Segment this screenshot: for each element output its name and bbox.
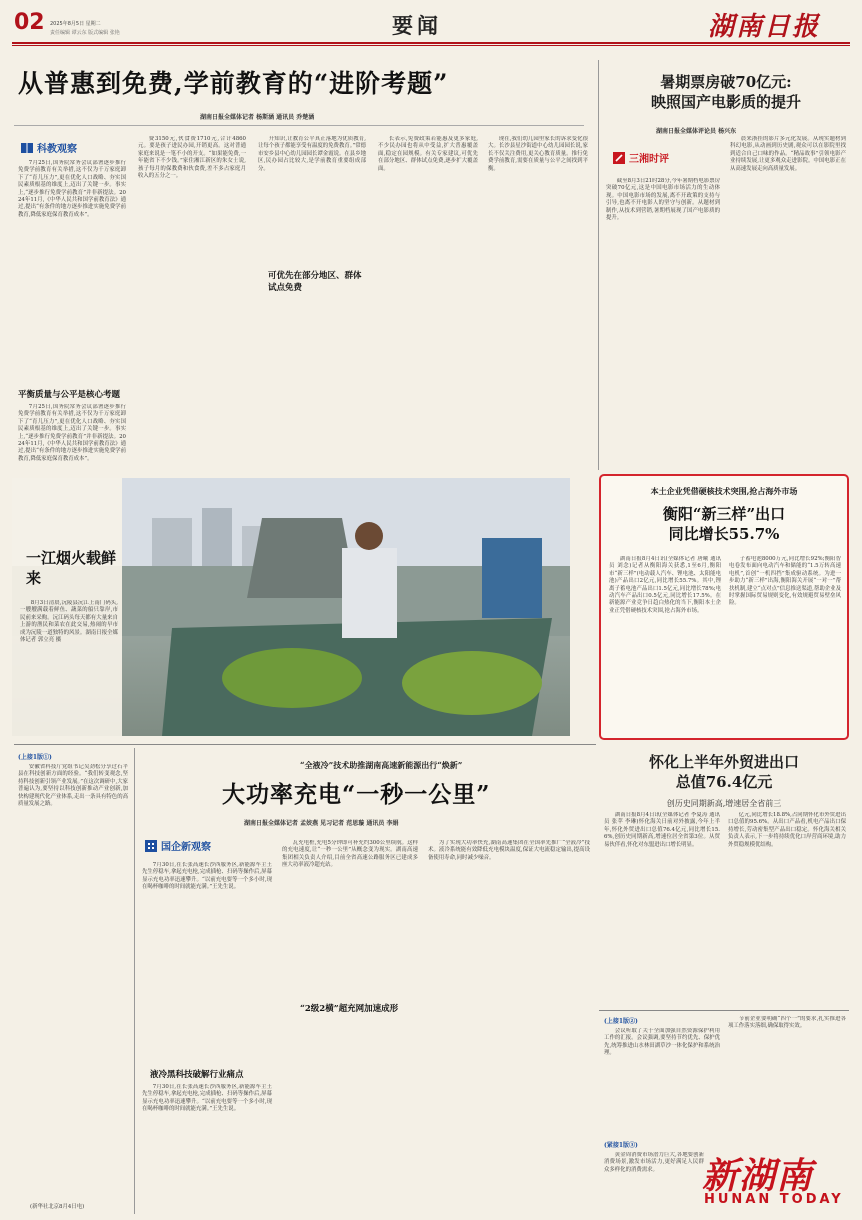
page-number: 02: [14, 10, 45, 35]
article-column-1: 7月25日,国务院常务会议部署逐步推行免费学前教育有关举措,这不仅为千万家庭卸下了“育儿压力”,更在优化人口战略、夯实国民素质根基的维度上,迈出了关键一步。事实上,“逐步推行免费学前教育”并非新提法。2024年11月,《中华人民共和国学前教育法》通过,提出“有条件的地方逐步推进实施免费学前教育,降低家庭保育教育成本”。: [18, 160, 126, 218]
article-column-1b: 7月25日,国务院常务会议部署逐步推行免费学前教育有关举措,这不仅为千万家庭卸下了“育儿压力”,更在优化人口战略、夯实国民素质根基的维度上,迈出了关键一步。事实上,“逐步推行免费学前教育”并非新提法。2024年11月,《中华人民共和国学前教育法》通过,提出“有条件的地方逐步推进实施免费学前教育,降低家庭保育教育成本”。: [18, 404, 126, 462]
article-subheading-2: 可优先在部分地区、群体试点免费: [268, 271, 362, 293]
commentary-title-line-2: 映照国产电影质的提升: [650, 93, 801, 111]
trade-title-line-2: 总值76.4亿元: [675, 773, 773, 791]
section-title: 要闻: [392, 13, 442, 38]
box-column-1: 湖南日报8月4日讯(全媒体记者 唐曦 通讯员 刘念)记者从衡阳海关获悉,1至6月,衡阳市“新三样”(电动载人汽车、锂电池、太阳能电池)产品出口2亿元,同比增长55.7%。其中,锂离子蓄电池产品出口1.5亿元,同比增长78%;电动汽车产品出口0.5亿元,同比增长17.5%。在新能源产业竞争日趋白热化的当下,衡阳本土企业正凭借硬核技术突围,抢占海外市场。: [609, 556, 721, 614]
trade-column-2: 亿元,同比增长18.8%,占同期怀化市外贸进出口总值的95.6%。从出口产品看,机电产品出口保持增长,劳动密集型产品出口稳定。怀化海关相关负责人表示,下一步将持续优化口岸营商环境,助力外贸稳规模优结构。: [728, 812, 846, 848]
continued-column-right-1: 会议听取了关于全面加强自然资源保护利用工作的汇报。会议强调,要坚持节约优先、保护优先,统筹推进山水林田湖草沙一体化保护和系统治理。: [604, 1028, 720, 1057]
watermark-logo-en: HUNAN TODAY: [704, 1192, 844, 1207]
commentary-headline: [606, 72, 846, 112]
editors-line: 责任编辑 谭云东 版式编辑 张艳: [50, 30, 120, 36]
photo-caption: 8月3日清晨,沅陵县沅江上南门码头,一艘艘满载着鲜鱼、蔬菜的船只靠岸,市民前来采购。沅江码头每天都有大量来自上游的渔民和菜农在此交易,热闹的早市成为沅陵一道独特的风景。湖南日报全媒体记者 郭立亮 摄: [20, 600, 118, 644]
book-icon: [20, 141, 34, 155]
article-headline: 从普惠到免费,学前教育的“进阶考题”: [18, 69, 449, 98]
charging-byline: 湖南日报全媒体记者 孟姣燕 见习记者 范思璇 通讯员 李娟: [244, 820, 399, 827]
divider: [14, 744, 596, 745]
box-title-line-1: 衡阳“新三样”出口: [662, 505, 786, 523]
continued-column-bottom: 黄金周消费市场潜力巨大,各地要创新消费场景,激发市场活力,更好满足人民群众多样化的消费需求。: [604, 1152, 704, 1173]
commentary-column-1: 截至8月3日21时28分,今年暑期档电影票房突破70亿元,这是中国电影市场活力的生动体现。中国电影市场的发展,离不开政策的支持与引导,也离不开电影人的坚守与创新。从题材到制作,从技术到营销,暑期档展现了国产电影质的提升。: [606, 178, 720, 222]
charging-subheading-1: 液冷黑科技破解行业痛点: [150, 1070, 244, 1080]
commentary-column-2: 晨来浙挂的影片多元化发展。从现实题材到科幻电影,从动画到历史剧,观众可以在影院里找到适合自己口味的作品。“精品故事”引领电影产业持续发展,让更多观众走进影院。中国电影正在从高速发展走向高质量发展。: [730, 136, 846, 172]
newspaper-logo: 湖南日报: [708, 12, 821, 42]
article-column-4: 长表示,免费政策若能惠及更多家庭,不少民办园也将从中受益,扩大普惠覆盖面,稳定在园规模。有关专家建议,可优先在部分地区、群体试点免费,逐步扩大覆盖面。: [378, 136, 478, 172]
continued-end-note: (新华社北京8月4日电): [30, 1204, 85, 1210]
column-divider: [598, 60, 599, 470]
trade-subtitle: 创历史同期新高,增速居全省前三: [666, 799, 782, 808]
continued-label-right: (上接1版②): [604, 1018, 638, 1025]
divider: [599, 1010, 849, 1011]
pen-icon: [612, 151, 626, 165]
trade-title-line-1: 怀化上半年外贸进出口: [648, 753, 799, 771]
charging-subheading-2: “2级2横”超充网加速成形: [300, 1004, 399, 1014]
divider: [14, 125, 584, 126]
trade-column-1: 湖南日报8月4日讯(全媒体记者 李夏涛 通讯员 张苹 李琳)怀化海关日前对外披露,今年上半年,怀化外贸进出口总值76.4亿元,同比增长15.6%,创历史同期新高,增速位居全省第3位。从贸易伙伴看,怀化对东盟进出口增长明显。: [604, 812, 720, 848]
continued-label-left: (上接1版①): [18, 754, 52, 761]
commentary-title-line-1: 暑期票房破70亿元:: [660, 73, 792, 91]
dateline: 2025年8月5日 星期二: [50, 21, 101, 27]
charging-column-2: 瓦充电桩,充电5分钟即可补充约300公里续航。这样的充电速度,让“一秒一公里”从概念变为现实。湖南高速集团相关负责人介绍,目前全省高速公路服务区已建成多座大功率液冷超充站。: [282, 840, 418, 869]
charging-badge: [144, 838, 211, 853]
column-badge-label: 科教观察: [37, 144, 77, 155]
charging-column-1: 7月30日,在长张高速长沙西服务区,新能源车主王先生停稳车,拿起充电枪,完成插枪、扫码等操作后,屏幕显示充电功率迅速攀升。“以前充电要等一个多小时,现在喝杯咖啡的时间就能充满。”王先生说。: [142, 862, 272, 891]
header-rule-thin: [12, 45, 850, 46]
box-title-line-2: 同比增长55.7%: [668, 525, 780, 543]
header-rule: [12, 42, 850, 44]
column-badge: [20, 140, 77, 155]
continued-label-bottom: (紧接1版③): [604, 1142, 638, 1149]
article-column-5: 现在,我们幼儿园里家长的诉求变化很大。长沙县星沙街道中心幼儿园园长说,家长不仅关注费用,更关心教育质量。推行免费学前教育,需要在质量与公平之间找到平衡。: [488, 136, 588, 172]
commentary-badge-label: 三湘时评: [629, 154, 669, 165]
article-byline: 湖南日报全媒体记者 杨斯涵 通讯员 乔楚涵: [200, 114, 315, 121]
article-column-3: 升知识,让教育公平真正落地为优质教育,让每个孩子都能享受有温度的免费教育。”常德市安乡县中心幼儿园园长谭金霞说。在县乡地区,民办园占比较大,是学前教育重要组成部分。: [258, 136, 366, 172]
article-column-2: 费3150元,伙食费1710元,合计4860元。要是孩子进民办园,开销更高。这对普通家庭来说是一笔不小的开支。“如果能免费,一年能省下不少钱。”家住湘江新区的朱女士说,孩子每月的保教费和伙食费,差不多占家庭月收入的五分之一。: [138, 136, 246, 180]
charging-column-1b: 7月30日,在长张高速长沙西服务区,新能源车主王先生停稳车,拿起充电枪,完成插枪、扫码等操作后,屏幕显示充电功率迅速攀升。“以前充电要等一个多小时,现在喝杯咖啡的时间就能充满。”王先生说。: [142, 1084, 272, 1113]
box-kicker: 本土企业凭借硬核技术突围,抢占海外市场: [650, 486, 798, 496]
commentary-badge: [612, 150, 669, 165]
building-icon: [144, 839, 158, 853]
charging-headline: 大功率充电“一秒一公里”: [222, 781, 491, 808]
continued-column-left: 安徽省科技厅党组书记吴劲松分享过石平县在科技创新方面的经验。“我们转变观念,坚持科技创新引领产业发展。”在这次调研中,大家普遍认为,要坚持以科技创新推动产业创新,加快构建现代化产业体系,走出一条具有特色的高质量发展之路。: [18, 764, 128, 808]
column-divider: [134, 748, 135, 1214]
charging-badge-label: 国企新观察: [161, 842, 211, 853]
article-subheading-1: 平衡质量与公平是核心考题: [18, 390, 121, 400]
box-column-2: 子蓄电池8000万元,同比增长92%;衡阳智电卷发布面向电动汽车和储能的“1.5万转高速电机”,首创“一机四挡”集成驱动系统。为进一步助力“新三样”出海,衡阳海关开展“一对一”帮扶机制,建立“点对点”信息推送渠道,帮助企业及时掌握国际贸易规则变化,有效规避贸易壁垒风险。: [729, 556, 841, 607]
trade-headline: [599, 752, 849, 812]
continued-column-right-2: 节前企业要明确“四个一”的要求,扎实推进各项工作落实落细,确保取得实效。: [728, 1016, 846, 1030]
charging-column-3: 为了实现大功率快充,湖南高速集团在全国率先推广“全液冷”技术。液冷系统能有效降低充电模块温度,保证大电流稳定输出,提高设备使用寿命,同时减少噪音。: [428, 840, 590, 861]
photo-title: 一江烟火载鲜来: [26, 549, 117, 587]
charging-kicker: “全液冷”技术助推湖南高速新能源出行“焕新”: [300, 760, 463, 770]
commentary-byline: 湖南日报全媒体评论员 杨兴东: [656, 128, 737, 135]
featured-article-box: [599, 474, 849, 740]
watermark-logo: 新湖南: [702, 1155, 814, 1197]
